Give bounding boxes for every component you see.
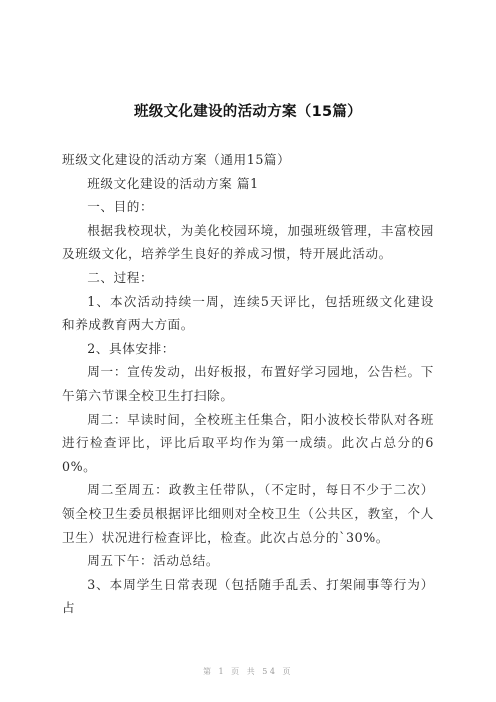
document-body bbox=[62, 148, 434, 620]
paragraph-monday: 周一：宣传发动，出好板报，布置好学习园地，公告栏。下午第六节课全校卫生打扫除。 bbox=[62, 364, 434, 403]
paragraph-tue-fri: 周二至周五：政教主任带队，（不定时，每日不少于二次）领全校卫生委员根据评比细则对全校卫生（公共区，教室，个人卫生）状况进行检查评比，检查。此次占总分的`30%。 bbox=[62, 482, 434, 545]
paragraph-heading-process: 二、过程： bbox=[87, 269, 154, 285]
paragraph-process-1: 1、本次活动持续一周，连续5天评比，包括班级文化建设和养成教育两大方面。 bbox=[62, 293, 434, 333]
paragraph-subtitle: 班级文化建设的活动方案（通用15篇） bbox=[62, 152, 291, 167]
paragraph-tuesday: 周二：早读时间，全校班主任集合，阳小波校长带队对各班进行检查评比，评比后取平均作为第一成绩。此次占总分的60%。 bbox=[62, 411, 434, 474]
page-footer: 第 1 页 共 54 页 bbox=[203, 667, 293, 676]
paragraph-process-2: 2、具体安排： bbox=[87, 340, 175, 356]
paragraph-purpose: 根据我校现状，为美化校园环境，加强班级管理，丰富校园及班级文化，培养学生良好的养成习惯，特开展此活动。 bbox=[62, 222, 434, 262]
paragraph-process-3: 3、本周学生日常表现（包括随手乱丢、打架闹事等行为）占 bbox=[62, 576, 434, 616]
paragraph-section-heading: 班级文化建设的活动方案 篇1 bbox=[87, 175, 259, 191]
paragraph-friday: 周五下午：活动总结。 bbox=[87, 553, 220, 569]
document-title: 班级文化建设的活动方案（15篇） bbox=[134, 104, 362, 120]
paragraph-heading-purpose: 一、目的： bbox=[87, 199, 154, 215]
